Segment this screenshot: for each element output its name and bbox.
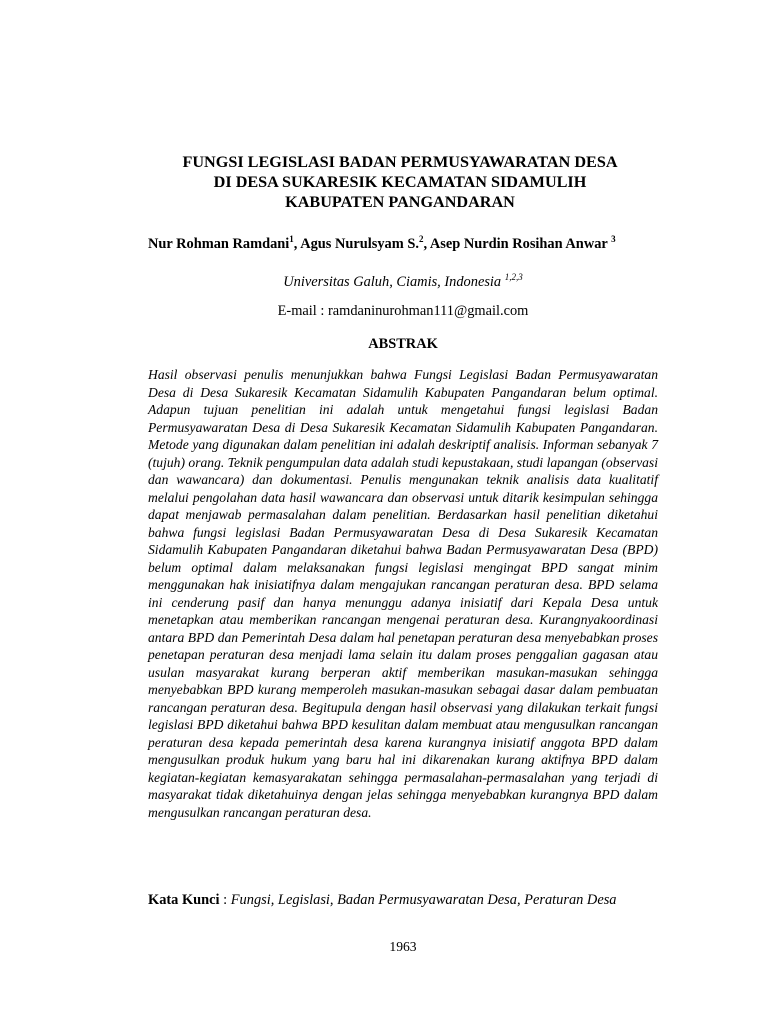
author-sup-3: 3	[611, 234, 616, 244]
title-line-1: FUNGSI LEGISLASI BADAN PERMUSYAWARATAN DESA	[182, 153, 618, 171]
page-number: 1963	[389, 939, 417, 954]
author-email: E-mail : ramdaninurohman111@gmail.com	[277, 303, 529, 319]
affiliation	[148, 267, 658, 292]
title-line-3: KABUPATEN PANGANDARAN	[285, 193, 515, 211]
keywords-separator: :	[219, 892, 231, 908]
affiliation-text: Universitas Galuh, Ciamis, Indonesia	[283, 274, 505, 290]
affiliation-sup: 1,2,3	[504, 272, 523, 282]
author-list: Nur Rohman Ramdani$^1$, Agus Nurulsyam S.$^2$, Asep Nurdin Rosihan Anwar $^3$	[148, 234, 616, 252]
abstract-heading: ABSTRAK	[368, 336, 438, 352]
keywords-line	[148, 890, 668, 910]
author-name-2: Agus Nurulsyam S.	[300, 236, 419, 252]
author-name-1: Nur Rohman Ramdani	[148, 236, 290, 252]
author-name-3: Asep Nurdin Rosihan Anwar	[429, 236, 612, 252]
abstract-paragraph: Hasil observasi penulis menunjukkan bahwa Fungsi Legislasi Badan Permusyawaratan Desa di Desa Sukaresik Kecamatan Sidamulih Kabupaten Pangandaran belum optimal. Adapun tujuan penelitian ini adalah untuk mengetahui fungsi legislasi Badan Permusyawaratan Desa di Desa Sukaresik Kecamatan Sidamulih Kabupaten Pangandaran. Metode yang digunakan dalam penelitian ini adalah deskriptif analisis. Informan sebanyak 7 (tujuh) orang. Teknik pengumpulan data adalah studi kepustakaan, studi lapangan (observasi dan wawancara) dan dokumentasi. Penulis mengunakan teknik analisis data kualitatif melalui pengolahan data hasil wawancara dan observasi untuk ditarik kesimpulan sehingga dapat menjawab permasalahan dalam penelitian. Berdasarkan hasil penelitian diketahui bahwa fungsi legislasi Badan Permusyawaratan Desa di Desa Sukaresik Kecamatan Sidamulih Kabupaten Pangandaran diketahui bahwa Badan Permusyawaratan Desa (BPD) belum optimal dalam melaksanakan fungsi legislasi mengingat BPD sangat minim menggunakan hak inisiatifnya dalam mengajukan rancangan peraturan desa. BPD selama ini cenderung pasif dan hanya menunggu adanya inisiatif dari Kepala Desa untuk menetapkan atau memberikan rancangan mengenai peraturan desa. Kurangnyakoordinasi antara BPD dan Pemerintah Desa dalam hal penetapan peraturan desa menyebabkan proses penetapan peraturan desa menjadi lama selain itu dalam proses penggalian gagasan atau usulan masyarakat kurang berperan aktif memberikan masukan-masukan sehingga menyebabkan BPD kurang memperoleh masukan-masukan sebagai dasar dalam pembuatan rancangan peraturan desa. Begitupula dengan hasil observasi yang dilakukan terkait fungsi legislasi BPD diketahui bahwa BPD kesulitan dalam membuat atau mengusulkan rancangan peraturan desa kepada pemerintah desa karena kurangnya inisiatif anggota BPD dalam mengusulkan produk hukum yang baru hal ini dikarenakan kurang aktifnya BPD dalam kegiatan-kegiatan kemasyarakatan sehingga permasalahan-permasalahan yang terjadi di masyarakat tidak diketahuinya dengan jelas sehingga menyebabkan kurangnya BPD dalam mengusulkan rancangan peraturan desa.	[148, 367, 658, 820]
keywords-list: Fungsi, Legislasi, Badan Permusyawaratan Desa, Peraturan Desa	[230, 892, 617, 908]
abstract-body	[148, 366, 658, 821]
paper-title	[140, 152, 660, 212]
author-sup-1: 1	[289, 234, 294, 244]
author-sup-2: 2	[418, 234, 424, 244]
title-line-2: DI DESA SUKARESIK KECAMATAN SIDAMULIH	[213, 173, 587, 191]
keywords-label: Kata Kunci	[148, 892, 220, 908]
